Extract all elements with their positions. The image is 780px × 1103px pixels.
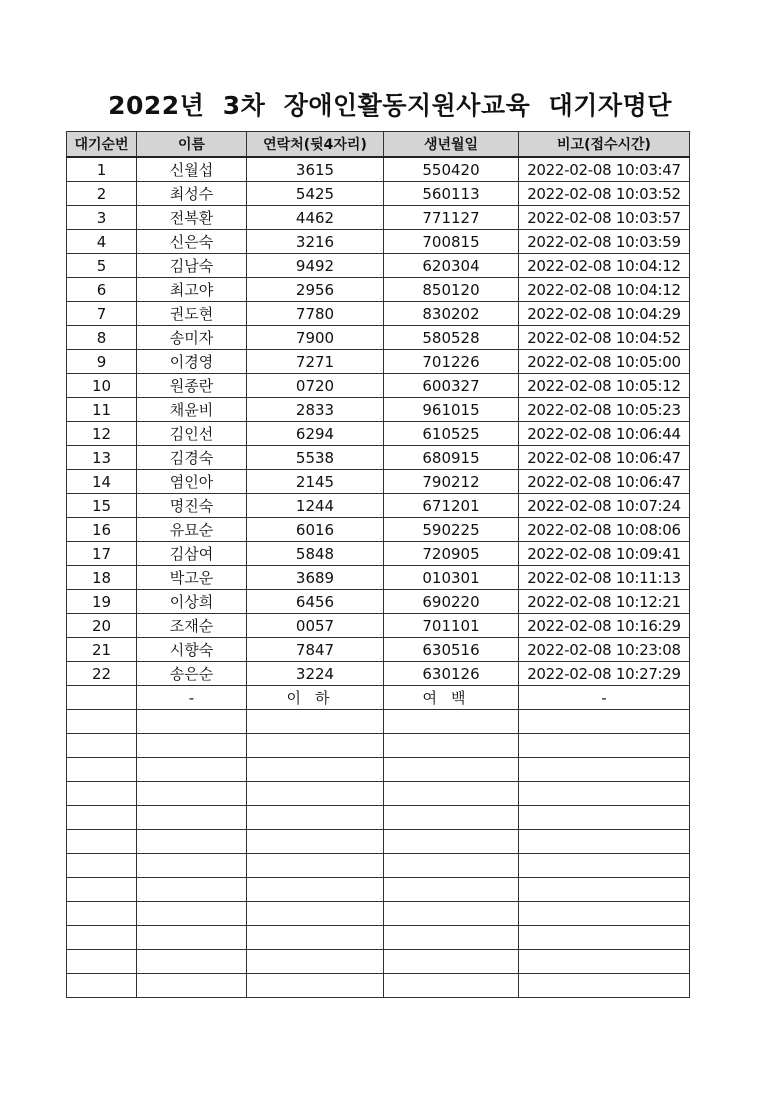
- cell-wait-number: 14: [67, 470, 137, 494]
- blank-cell: [384, 782, 519, 806]
- cell-name: 박고운: [137, 566, 247, 590]
- blank-cell: [67, 830, 137, 854]
- blank-cell: [137, 806, 247, 830]
- blank-cell: [67, 926, 137, 950]
- blank-cell: [384, 758, 519, 782]
- blank-cell: [67, 710, 137, 734]
- blank-cell: [384, 902, 519, 926]
- header-note: 비고(접수시간): [519, 132, 690, 158]
- blank-cell: [384, 854, 519, 878]
- end-cell-note: -: [519, 686, 690, 710]
- cell-name: 채윤비: [137, 398, 247, 422]
- blank-row: [67, 950, 690, 974]
- blank-cell: [67, 950, 137, 974]
- cell-name: 이상희: [137, 590, 247, 614]
- blank-row: [67, 806, 690, 830]
- cell-note: 2022-02-08 10:04:12: [519, 254, 690, 278]
- cell-contact: 4462: [247, 206, 384, 230]
- blank-row: [67, 878, 690, 902]
- cell-contact: 2145: [247, 470, 384, 494]
- cell-contact: 7780: [247, 302, 384, 326]
- cell-name: 송은순: [137, 662, 247, 686]
- cell-note: 2022-02-08 10:09:41: [519, 542, 690, 566]
- cell-name: 유묘순: [137, 518, 247, 542]
- cell-note: 2022-02-08 10:12:21: [519, 590, 690, 614]
- cell-name: 신월섭: [137, 157, 247, 182]
- end-cell-birthdate: 여백: [384, 686, 519, 710]
- blank-cell: [519, 806, 690, 830]
- blank-cell: [137, 782, 247, 806]
- cell-wait-number: 10: [67, 374, 137, 398]
- blank-row: [67, 902, 690, 926]
- document-title: 2022년 3차 장애인활동지원사교육 대기자명단: [108, 91, 672, 120]
- blank-row: [67, 758, 690, 782]
- table-row: [67, 422, 690, 446]
- blank-row: [67, 974, 690, 998]
- cell-name: 시향숙: [137, 638, 247, 662]
- blank-cell: [384, 806, 519, 830]
- header-birthdate: 생년월일: [384, 132, 519, 158]
- header-name: 이름: [137, 132, 247, 158]
- cell-name: 김인선: [137, 422, 247, 446]
- blank-cell: [247, 974, 384, 998]
- cell-birthdate: 701226: [384, 350, 519, 374]
- blank-cell: [519, 950, 690, 974]
- table-body: [67, 157, 690, 998]
- blank-cell: [519, 902, 690, 926]
- blank-row: [67, 782, 690, 806]
- table-row: [67, 614, 690, 638]
- blank-cell: [67, 734, 137, 758]
- cell-name: 최고야: [137, 278, 247, 302]
- blank-cell: [384, 710, 519, 734]
- cell-note: 2022-02-08 10:04:12: [519, 278, 690, 302]
- cell-note: 2022-02-08 10:06:44: [519, 422, 690, 446]
- blank-cell: [137, 878, 247, 902]
- blank-cell: [519, 974, 690, 998]
- blank-cell: [137, 710, 247, 734]
- cell-name: 권도현: [137, 302, 247, 326]
- cell-wait-number: 7: [67, 302, 137, 326]
- cell-contact: 7271: [247, 350, 384, 374]
- cell-name: 염인아: [137, 470, 247, 494]
- cell-name: 김남숙: [137, 254, 247, 278]
- table-row: [67, 638, 690, 662]
- header-row: [67, 132, 690, 158]
- cell-note: 2022-02-08 10:04:29: [519, 302, 690, 326]
- blank-cell: [384, 950, 519, 974]
- table-header: [67, 132, 690, 158]
- cell-note: 2022-02-08 10:23:08: [519, 638, 690, 662]
- cell-contact: 6456: [247, 590, 384, 614]
- cell-birthdate: 590225: [384, 518, 519, 542]
- cell-birthdate: 630126: [384, 662, 519, 686]
- cell-wait-number: 2: [67, 182, 137, 206]
- blank-cell: [384, 974, 519, 998]
- blank-cell: [137, 830, 247, 854]
- cell-birthdate: 560113: [384, 182, 519, 206]
- cell-name: 명진숙: [137, 494, 247, 518]
- cell-contact: 5538: [247, 446, 384, 470]
- blank-cell: [519, 758, 690, 782]
- blank-cell: [247, 782, 384, 806]
- cell-birthdate: 790212: [384, 470, 519, 494]
- cell-name: 이경영: [137, 350, 247, 374]
- cell-note: 2022-02-08 10:16:29: [519, 614, 690, 638]
- table-row: [67, 182, 690, 206]
- cell-contact: 9492: [247, 254, 384, 278]
- cell-contact: 3689: [247, 566, 384, 590]
- blank-cell: [519, 710, 690, 734]
- blank-cell: [67, 758, 137, 782]
- blank-cell: [384, 830, 519, 854]
- blank-cell: [247, 734, 384, 758]
- cell-contact: 3216: [247, 230, 384, 254]
- cell-contact: 5848: [247, 542, 384, 566]
- blank-cell: [247, 830, 384, 854]
- blank-row: [67, 710, 690, 734]
- table-row: [67, 302, 690, 326]
- cell-wait-number: 9: [67, 350, 137, 374]
- table-row: [67, 662, 690, 686]
- cell-note: 2022-02-08 10:07:24: [519, 494, 690, 518]
- end-cell-contact: 이하: [247, 686, 384, 710]
- blank-cell: [247, 758, 384, 782]
- blank-cell: [67, 878, 137, 902]
- blank-cell: [137, 758, 247, 782]
- blank-row: [67, 734, 690, 758]
- cell-contact: 5425: [247, 182, 384, 206]
- end-cell-name: -: [137, 686, 247, 710]
- blank-cell: [519, 734, 690, 758]
- blank-cell: [67, 854, 137, 878]
- blank-cell: [137, 974, 247, 998]
- cell-wait-number: 12: [67, 422, 137, 446]
- cell-wait-number: 5: [67, 254, 137, 278]
- cell-wait-number: 22: [67, 662, 137, 686]
- cell-note: 2022-02-08 10:03:47: [519, 157, 690, 182]
- cell-note: 2022-02-08 10:27:29: [519, 662, 690, 686]
- cell-wait-number: 21: [67, 638, 137, 662]
- blank-cell: [137, 902, 247, 926]
- cell-wait-number: 19: [67, 590, 137, 614]
- cell-birthdate: 830202: [384, 302, 519, 326]
- cell-note: 2022-02-08 10:06:47: [519, 446, 690, 470]
- cell-wait-number: 4: [67, 230, 137, 254]
- cell-note: 2022-02-08 10:03:59: [519, 230, 690, 254]
- cell-contact: 3224: [247, 662, 384, 686]
- cell-name: 김삼여: [137, 542, 247, 566]
- table-row: [67, 590, 690, 614]
- table-row: [67, 254, 690, 278]
- blank-cell: [247, 854, 384, 878]
- header-wait-number: 대기순번: [67, 132, 137, 158]
- cell-wait-number: 16: [67, 518, 137, 542]
- cell-birthdate: 720905: [384, 542, 519, 566]
- blank-cell: [519, 878, 690, 902]
- cell-wait-number: 17: [67, 542, 137, 566]
- cell-note: 2022-02-08 10:05:12: [519, 374, 690, 398]
- cell-birthdate: 680915: [384, 446, 519, 470]
- blank-cell: [519, 926, 690, 950]
- cell-birthdate: 580528: [384, 326, 519, 350]
- cell-contact: 1244: [247, 494, 384, 518]
- cell-contact: 2833: [247, 398, 384, 422]
- blank-cell: [519, 854, 690, 878]
- cell-birthdate: 850120: [384, 278, 519, 302]
- table-row: [67, 494, 690, 518]
- cell-name: 조재순: [137, 614, 247, 638]
- table-row: [67, 230, 690, 254]
- cell-birthdate: 600327: [384, 374, 519, 398]
- cell-contact: 6294: [247, 422, 384, 446]
- table-row: [67, 374, 690, 398]
- table-row: [67, 157, 690, 182]
- cell-name: 원종란: [137, 374, 247, 398]
- blank-cell: [519, 782, 690, 806]
- table-row: [67, 278, 690, 302]
- blank-cell: [519, 830, 690, 854]
- cell-wait-number: 13: [67, 446, 137, 470]
- cell-note: 2022-02-08 10:03:52: [519, 182, 690, 206]
- cell-contact: 6016: [247, 518, 384, 542]
- blank-cell: [247, 806, 384, 830]
- table-row: [67, 326, 690, 350]
- cell-wait-number: 20: [67, 614, 137, 638]
- blank-cell: [247, 902, 384, 926]
- cell-birthdate: 550420: [384, 157, 519, 182]
- blank-row: [67, 854, 690, 878]
- cell-contact: 7847: [247, 638, 384, 662]
- blank-cell: [67, 782, 137, 806]
- cell-name: 김경숙: [137, 446, 247, 470]
- cell-note: 2022-02-08 10:03:57: [519, 206, 690, 230]
- blank-cell: [384, 878, 519, 902]
- table-row: [67, 566, 690, 590]
- cell-wait-number: 8: [67, 326, 137, 350]
- cell-wait-number: 1: [67, 157, 137, 182]
- blank-cell: [67, 806, 137, 830]
- waitlist-table: [66, 131, 690, 998]
- blank-cell: [137, 734, 247, 758]
- blank-cell: [247, 950, 384, 974]
- cell-contact: 0057: [247, 614, 384, 638]
- cell-name: 전복환: [137, 206, 247, 230]
- blank-cell: [247, 710, 384, 734]
- cell-birthdate: 700815: [384, 230, 519, 254]
- cell-contact: 2956: [247, 278, 384, 302]
- table-row: [67, 350, 690, 374]
- cell-note: 2022-02-08 10:06:47: [519, 470, 690, 494]
- cell-note: 2022-02-08 10:05:23: [519, 398, 690, 422]
- blank-cell: [137, 950, 247, 974]
- blank-cell: [247, 926, 384, 950]
- cell-wait-number: 18: [67, 566, 137, 590]
- end-of-list-row: [67, 686, 690, 710]
- blank-cell: [247, 878, 384, 902]
- cell-contact: 0720: [247, 374, 384, 398]
- cell-birthdate: 771127: [384, 206, 519, 230]
- cell-birthdate: 690220: [384, 590, 519, 614]
- table-row: [67, 446, 690, 470]
- blank-cell: [67, 902, 137, 926]
- blank-cell: [137, 926, 247, 950]
- table-row: [67, 206, 690, 230]
- cell-birthdate: 701101: [384, 614, 519, 638]
- cell-contact: 7900: [247, 326, 384, 350]
- cell-note: 2022-02-08 10:05:00: [519, 350, 690, 374]
- header-contact: 연락처(뒷4자리): [247, 132, 384, 158]
- cell-name: 최성수: [137, 182, 247, 206]
- cell-note: 2022-02-08 10:08:06: [519, 518, 690, 542]
- table-row: [67, 398, 690, 422]
- cell-note: 2022-02-08 10:04:52: [519, 326, 690, 350]
- cell-wait-number: 6: [67, 278, 137, 302]
- cell-birthdate: 610525: [384, 422, 519, 446]
- cell-contact: 3615: [247, 157, 384, 182]
- cell-note: 2022-02-08 10:11:13: [519, 566, 690, 590]
- cell-birthdate: 620304: [384, 254, 519, 278]
- cell-birthdate: 630516: [384, 638, 519, 662]
- table-row: [67, 470, 690, 494]
- cell-name: 송미자: [137, 326, 247, 350]
- cell-wait-number: 3: [67, 206, 137, 230]
- table-row: [67, 542, 690, 566]
- cell-wait-number: 15: [67, 494, 137, 518]
- cell-wait-number: 11: [67, 398, 137, 422]
- end-cell-wait-number: [67, 686, 137, 710]
- blank-cell: [384, 734, 519, 758]
- blank-cell: [67, 974, 137, 998]
- blank-cell: [384, 926, 519, 950]
- blank-row: [67, 926, 690, 950]
- cell-birthdate: 671201: [384, 494, 519, 518]
- blank-row: [67, 830, 690, 854]
- blank-cell: [137, 854, 247, 878]
- cell-birthdate: 010301: [384, 566, 519, 590]
- cell-birthdate: 961015: [384, 398, 519, 422]
- cell-name: 신은숙: [137, 230, 247, 254]
- table-row: [67, 518, 690, 542]
